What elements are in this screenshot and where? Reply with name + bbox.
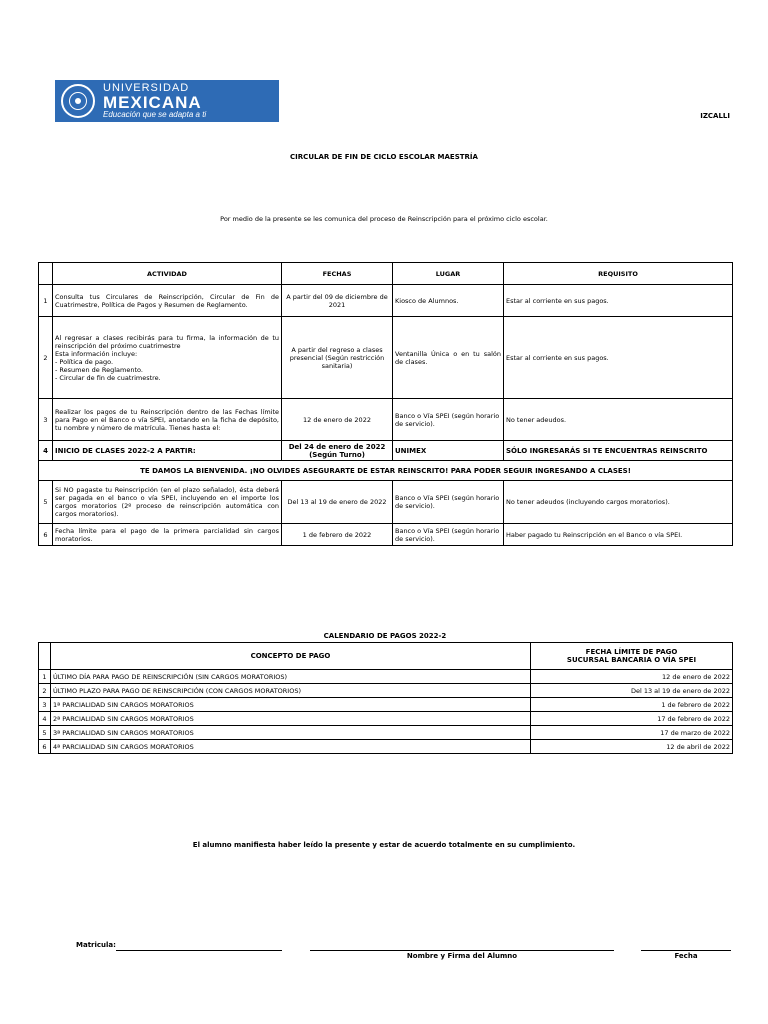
table-row [39,285,733,317]
header-fecha-line-1: FECHA LÍMITE DE PAGO [585,648,678,656]
header-lugar: LUGAR [393,263,504,285]
intro-text: Por medio de la presente se les comunica del proceso de Reinscripción para el próximo ciclo escolar. [220,215,548,223]
table-row [39,399,733,441]
row-requisito: No tener adeudos. [504,399,733,441]
header-number [39,643,51,670]
header-fecha-line-2: SUCURSAL BANCARIA O VÍA SPEI [566,656,697,664]
row-number: 6 [39,740,51,754]
page-title: CIRCULAR DE FIN DE CICLO ESCOLAR MAESTRÍA [290,153,478,161]
table-row [39,740,733,754]
table-row [39,524,733,546]
row-fechas: A partir del 09 de diciembre de 2021 [282,285,393,317]
table-row [39,698,733,712]
table-row [39,481,733,524]
logo-line-1: UNIVERSIDAD [103,82,190,94]
row-actividad [53,317,282,399]
campus-name: IZCALLI [700,112,730,120]
name-signature-label: Nombre y Firma del Alumno [406,952,518,960]
logo-line-2: MEXICANA [103,93,202,112]
row-requisito: SÓLO INGRESARÁS SI TE ENCUENTRAS REINSCRITO [504,441,733,461]
row-lugar: Banco o Vía SPEI (según horario de servicio). [393,524,504,546]
row-lugar: Ventanilla Única o en tu salón de clases. [393,317,504,399]
table-row [39,441,733,461]
row-number: 3 [39,698,51,712]
row-actividad: Si NO pagaste tu Reinscripción (en el plazo señalado), ésta deberá ser pagada en el banco o vía SPEI, incluyendo en el importe los cargos moratorios (2º proceso de reinscripción automática con cargos moratorios). [53,481,282,524]
row-actividad: INICIO DE CLASES 2022-2 A PARTIR: [53,441,282,461]
table-row [39,684,733,698]
table-row [39,712,733,726]
row-requisito: Estar al corriente en sus pagos. [504,317,733,399]
university-logo [55,80,279,122]
activities-table [38,262,733,546]
table-row [39,317,733,399]
row-number: 3 [39,399,53,441]
row-lugar: Kiosco de Alumnos. [393,285,504,317]
row-fechas: 1 de febrero de 2022 [282,524,393,546]
matricula-label: Matricula: [76,941,116,949]
row-requisito: Estar al corriente en sus pagos. [504,285,733,317]
row-fechas: 12 de enero de 2022 [282,399,393,441]
row-number: 6 [39,524,53,546]
row-fecha: 12 de enero de 2022 [531,670,733,684]
row-concepto: 4ª PARCIALIDAD SIN CARGOS MORATORIOS [51,740,531,754]
header-fecha [531,643,733,670]
agreement-text: El alumno manifiesta haber leído la presente y estar de acuerdo totalmente en su cumplimiento. [192,841,576,849]
header-requisito: REQUISITO [504,263,733,285]
row-actividad: Fecha límite para el pago de la primera parcialidad sin cargos moratorios. [53,524,282,546]
row-number: 2 [39,317,53,399]
header-number [39,263,53,285]
activity-line: - Política de pago. [55,357,114,366]
table-row [39,670,733,684]
row-fecha: 17 de marzo de 2022 [531,726,733,740]
date-label: Fecha [674,952,698,960]
row-concepto: 1ª PARCIALIDAD SIN CARGOS MORATORIOS [51,698,531,712]
banner-row [39,461,733,481]
row-number: 4 [39,712,51,726]
row-concepto: ÚLTIMO DÍA PARA PAGO DE REINSCRIPCIÓN (SIN CARGOS MORATORIOS) [51,670,531,684]
table-row [39,726,733,740]
logo-tagline: Educación que se adapta a ti [103,110,207,119]
header-concepto: CONCEPTO DE PAGO [51,643,531,670]
row-fechas: A partir del regreso a clases presencial (Según restricción sanitaria) [282,317,393,399]
row-fecha: Del 13 al 19 de enero de 2022 [531,684,733,698]
row-lugar: Banco o Vía SPEI (según horario de servicio). [393,399,504,441]
header-fechas: FECHAS [282,263,393,285]
activity-line: Esta información incluye: [55,349,138,358]
row-number: 1 [39,670,51,684]
calendar-title: CALENDARIO DE PAGOS 2022-2 [323,632,447,640]
date-line[interactable] [641,950,731,951]
header-actividad: ACTIVIDAD [53,263,282,285]
row-fechas: Del 13 al 19 de enero de 2022 [282,481,393,524]
row-concepto: 2ª PARCIALIDAD SIN CARGOS MORATORIOS [51,712,531,726]
row-number: 2 [39,684,51,698]
row-lugar: UNIMEX [393,441,504,461]
signature-line[interactable] [310,950,614,951]
row-requisito: Haber pagado tu Reinscripción en el Banco o vía SPEI. [504,524,733,546]
calendar-table [38,642,733,754]
row-concepto: ÚLTIMO PLAZO PARA PAGO DE REINSCRIPCIÓN (CON CARGOS MORATORIOS) [51,684,531,698]
row-number: 1 [39,285,53,317]
row-lugar: Banco o Vía SPEI (según horario de servicio). [393,481,504,524]
row-number: 5 [39,481,53,524]
row-fechas: Del 24 de enero de 2022 (Según Turno) [282,441,393,461]
welcome-banner: TE DAMOS LA BIENVENIDA. ¡NO OLVIDES ASEGURARTE DE ESTAR REINSCRITO! PARA PODER SEGUIR INGRESANDO A CLASES! [39,461,733,481]
row-number: 4 [39,441,53,461]
row-fecha: 1 de febrero de 2022 [531,698,733,712]
row-fecha: 17 de febrero de 2022 [531,712,733,726]
row-actividad: Realizar los pagos de tu Reinscripción dentro de las Fechas límite para Pago en el Banco o vía SPEI, anotando en la ficha de depósito, tu nombre y número de matrícula. Tienes hasta el: [53,399,282,441]
row-number: 5 [39,726,51,740]
activity-line: - Circular de fin de cuatrimestre. [55,373,161,382]
activity-line: Al regresar a clases recibirás para tu firma, la información de tu reinscripción del próximo cuatrimestre [55,333,279,350]
row-concepto: 3ª PARCIALIDAD SIN CARGOS MORATORIOS [51,726,531,740]
activity-line: - Resumen de Reglamento. [55,365,143,374]
table-header-row [39,263,733,285]
row-requisito: No tener adeudos (incluyendo cargos moratorios). [504,481,733,524]
university-seal-icon [61,84,95,118]
table-header-row [39,643,733,670]
row-actividad: Consulta tus Circulares de Reinscripción, Circular de Fin de Cuatrimestre, Política de Pagos y Resumen de Reglamento. [53,285,282,317]
row-fecha: 12 de abril de 2022 [531,740,733,754]
matricula-line[interactable] [116,950,282,951]
